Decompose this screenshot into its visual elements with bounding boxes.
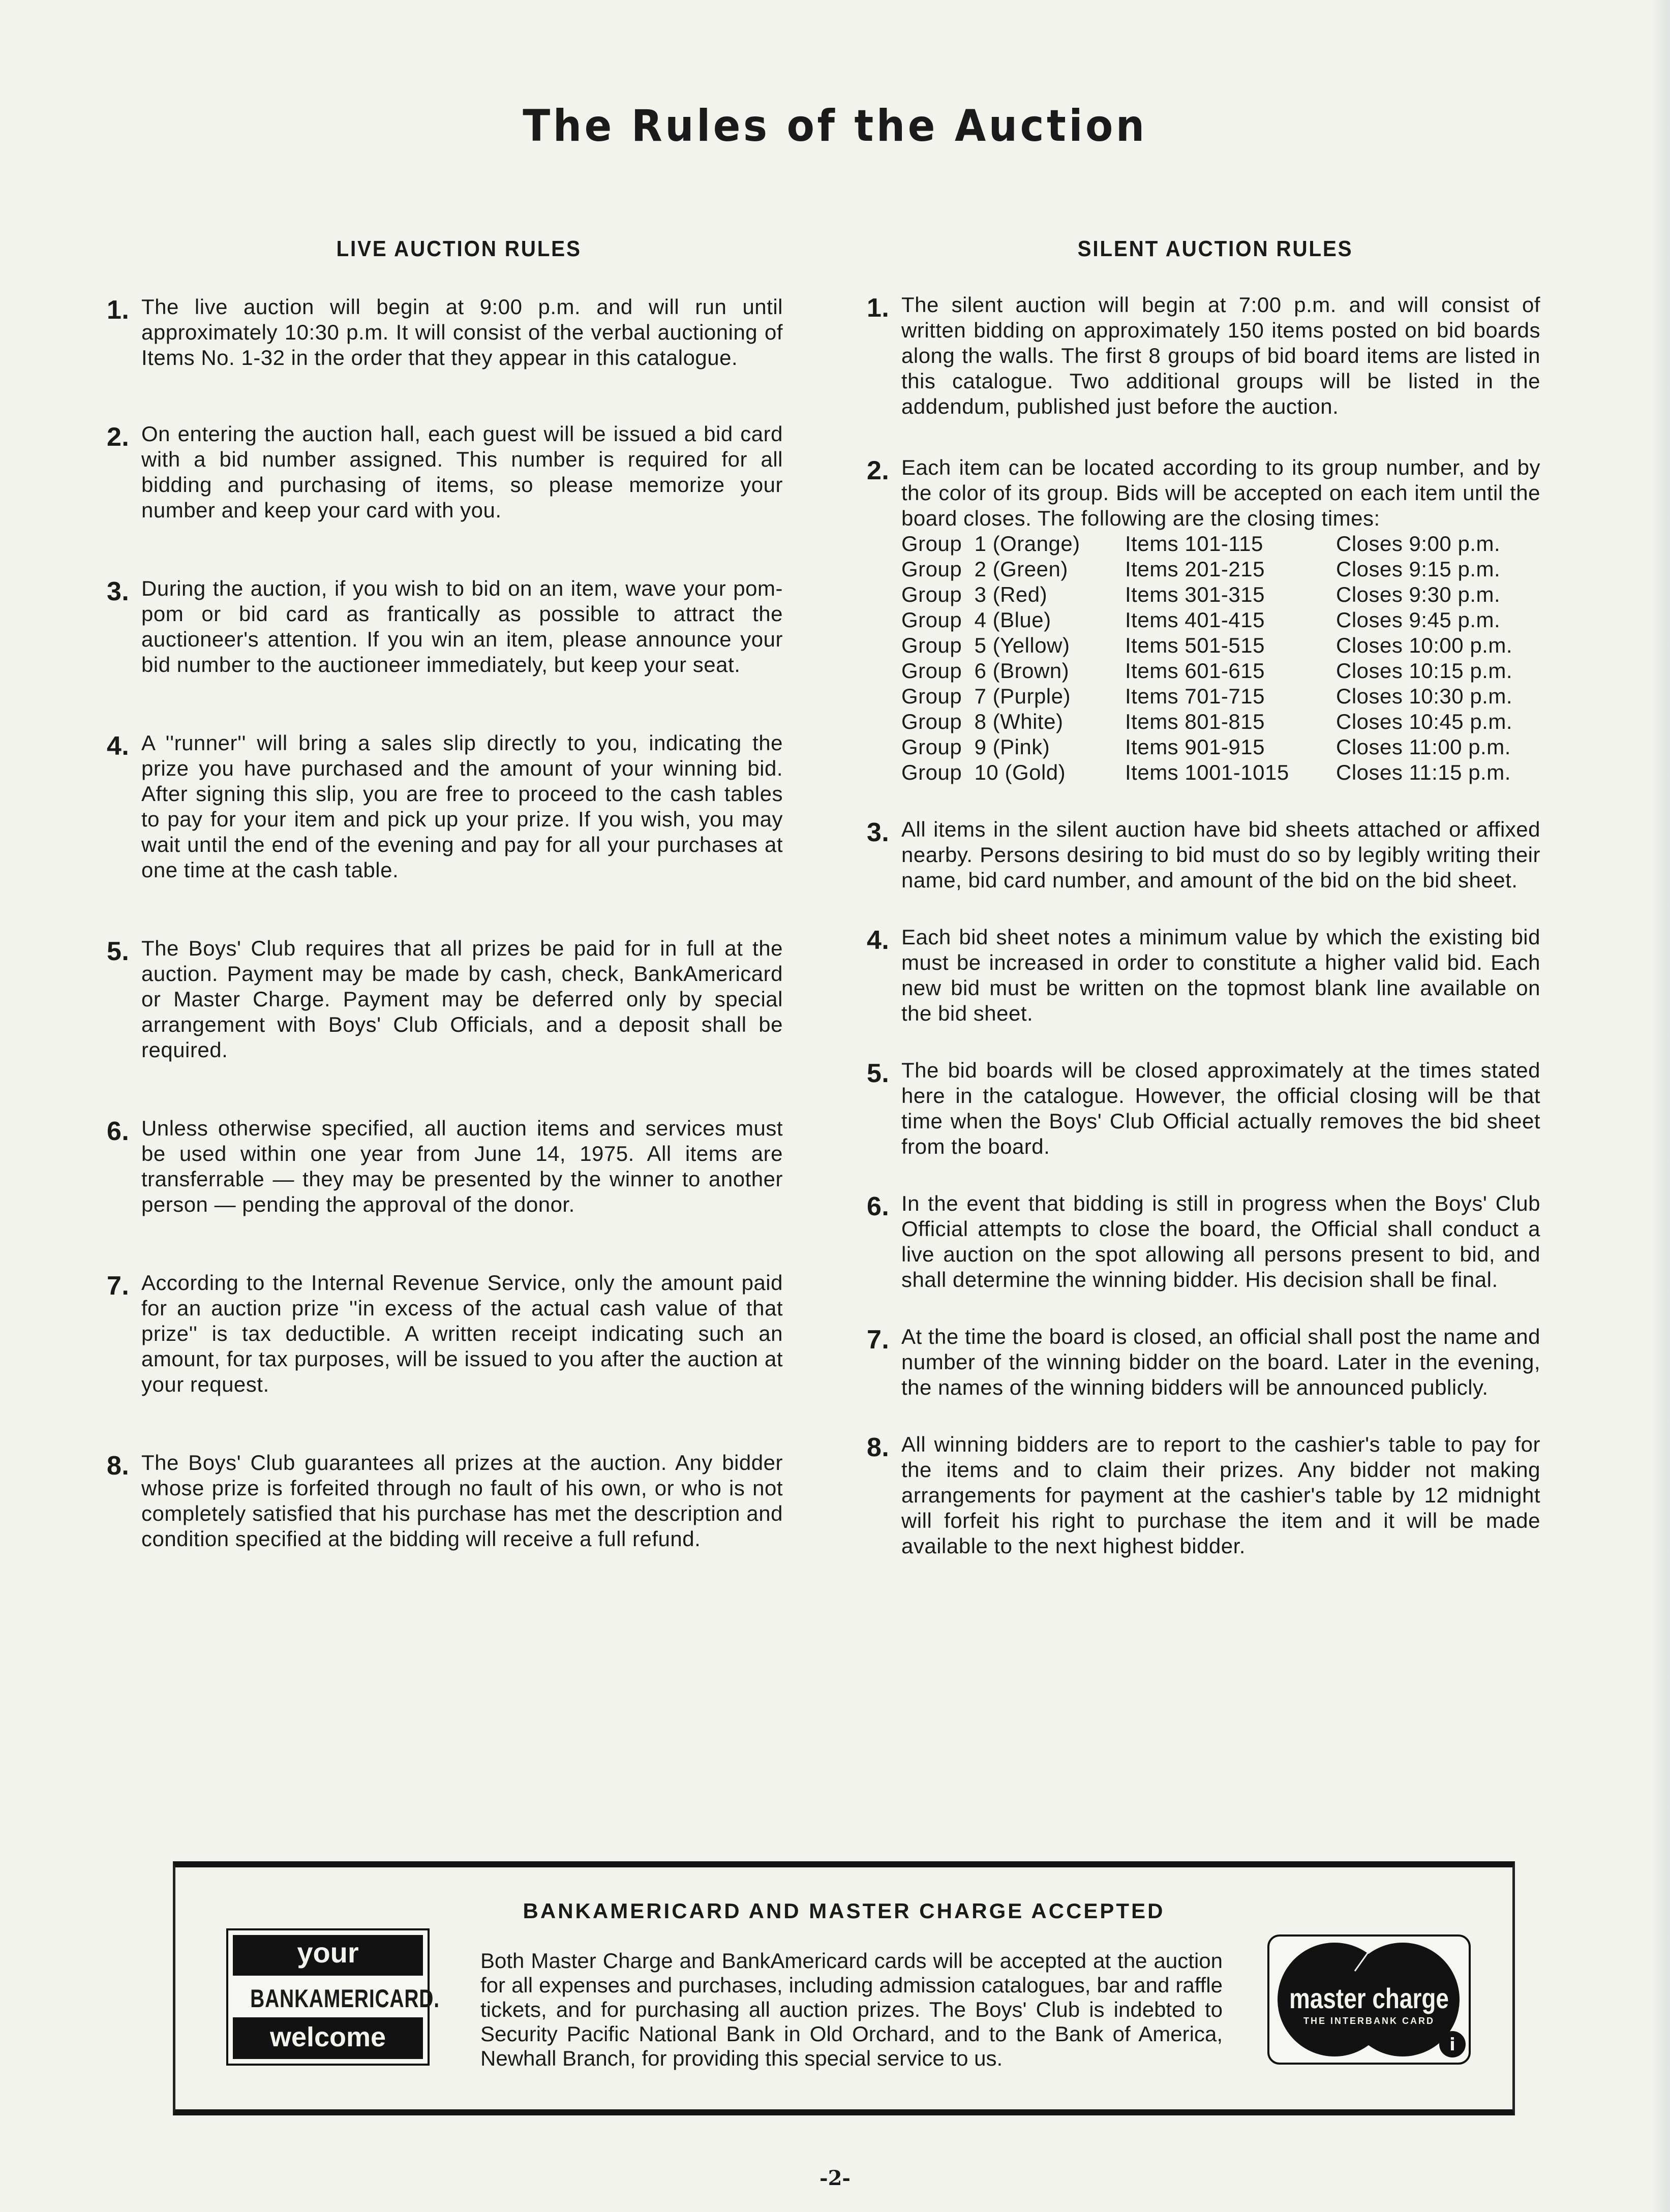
closing-items-cell: Items 201-215 [1125, 557, 1265, 581]
rule-text: All winning bidders are to report to the cashier's table to pay for the items and to claim their prizes. Any bidder not making arrangements for payment at the cashier's table by 12 midnight will forfeit his right to purchase the item and it will be made available to the next highest bidder. [901, 1432, 1540, 1558]
rule-text: The Boys' Club guarantees all prizes at the auction. Any bidder whose prize is forfeited through no fault of his own, or who is not completely satisfied that his purchase has met the description and condition specified at the bidding will receive a full refund. [141, 1451, 783, 1551]
closing-time-row [901, 531, 1512, 557]
closing-closes-cell: Closes 9:15 p.m. [1336, 557, 1501, 581]
closing-closes-cell: Closes 9:45 p.m. [1336, 608, 1501, 632]
rule-item [867, 1324, 1540, 1400]
closing-group-cell: Group 9 (Pink) [901, 735, 1050, 759]
rule-text: The Boys' Club requires that all prizes be paid for in full at the auction. Payment may be made by cash, check, BankAmericard or Master Charge. Payment may be deferred only by special arrangement with Boys' Club Officials, and a deposit shall be required. [141, 936, 783, 1062]
rule-item [107, 1450, 783, 1552]
mastercharge-logo-tagline: THE INTERBANK CARD [1303, 2016, 1435, 2026]
rule-number: 1. [867, 293, 890, 323]
closing-closes-cell: Closes 10:15 p.m. [1336, 659, 1513, 683]
closing-times-table [901, 531, 1512, 785]
page-number: -2- [819, 2166, 851, 2190]
cards-accepted-text: Both Master Charge and BankAmericard cards will be accepted at the auction for all expenses and purchases, including admission catalogues, bar and raffle tickets, and for purchasing all auction prizes. The Boys' Club is indebted to Security Pacific National Bank in Old Orchard, and to the Bank of America, Newhall Branch, for providing this special service to us. [480, 1949, 1223, 2070]
closing-closes-cell: Closes 10:30 p.m. [1336, 684, 1513, 708]
closing-closes-cell: Closes 9:30 p.m. [1336, 582, 1501, 606]
closing-items-cell: Items 401-415 [1125, 608, 1265, 632]
closing-time-row [901, 607, 1512, 633]
rule-text: A ''runner'' will bring a sales slip directly to you, indicating the prize you have purchased and the amount of your winning bid. After signing this slip, you are free to proceed to the cash tables to pay for your item and pick up your prize. If you wish, you may wait until the end of the evening and pay for all your purchases at one time at the cash table. [141, 731, 783, 882]
closing-group-cell: Group 3 (Red) [901, 582, 1048, 606]
silent-auction-heading: SILENT AUCTION RULES [1077, 236, 1353, 261]
closing-time-row [901, 658, 1512, 684]
rule-number: 2. [867, 456, 890, 485]
rule-item [107, 1116, 783, 1217]
closing-time-row [901, 582, 1512, 607]
rule-item [107, 576, 783, 678]
rule-text: According to the Internal Revenue Service, only the amount paid for an auction prize ''in excess of the actual cash value of that prize'' is tax deductible. A written receipt indicating such an amount, for tax purposes, will be issued to you after the auction at your request. [141, 1271, 783, 1396]
rule-number: 1. [107, 295, 130, 325]
rule-number: 4. [867, 926, 890, 955]
closing-group-cell: Group 4 (Blue) [901, 608, 1051, 632]
closing-items-cell: Items 701-715 [1125, 684, 1265, 708]
closing-time-row [901, 734, 1512, 760]
closing-items-cell: Items 101-115 [1125, 532, 1263, 556]
mastercharge-logo [1267, 1934, 1471, 2065]
closing-group-cell: Group 6 (Brown) [901, 659, 1070, 683]
closing-time-row [901, 684, 1512, 709]
rule-text: The silent auction will begin at 7:00 p.m. and will consist of written bidding on approximately 150 items posted on bid boards along the walls. The first 8 groups of bid board items are listed in this catalogue. Two additional groups will be listed in the addendum, published just before the auction. [901, 293, 1540, 418]
rule-text: Each item can be located according to its group number, and by the color of its group. Bids will be accepted on each item until the board closes. The following are the closing times: [901, 455, 1540, 530]
closing-closes-cell: Closes 11:15 p.m. [1336, 760, 1511, 784]
closing-group-cell: Group 2 (Green) [901, 557, 1068, 581]
page-edge-shadow [1650, 0, 1670, 2212]
bankamericard-logo-bottom: welcome [233, 2017, 423, 2059]
closing-items-cell: Items 301-315 [1125, 582, 1265, 606]
rule-item [867, 925, 1540, 1026]
rule-text: On entering the auction hall, each guest will be issued a bid card with a bid number assigned. This number is required for all bidding and purchasing of items, so please memorize your number and keep your card with you. [141, 422, 783, 522]
live-rules-list [107, 294, 783, 1552]
rule-number: 6. [107, 1117, 130, 1146]
closing-items-cell: Items 901-915 [1125, 735, 1265, 759]
rule-item [107, 294, 783, 371]
cards-accepted-box [173, 1861, 1515, 2115]
rule-item [107, 1270, 783, 1397]
cards-accepted-heading: BANKAMERICARD AND MASTER CHARGE ACCEPTED [523, 1899, 1165, 1923]
closing-closes-cell: Closes 9:00 p.m. [1336, 532, 1501, 556]
closing-group-cell: Group 7 (Purple) [901, 684, 1071, 708]
mastercharge-logo-name: master charge [1289, 1982, 1449, 2014]
live-auction-heading: LIVE AUCTION RULES [336, 236, 582, 261]
closing-time-row [901, 709, 1512, 734]
rule-number: 3. [107, 577, 130, 606]
bankamericard-logo [226, 1928, 440, 2066]
bankamericard-logo-top: your [233, 1935, 423, 1976]
rule-number: 8. [107, 1451, 130, 1481]
rule-number: 5. [107, 937, 130, 966]
bankamericard-logo-name: BANKAMERICARD. [250, 1984, 440, 2013]
closing-time-row [901, 633, 1512, 658]
closing-closes-cell: Closes 10:45 p.m. [1336, 710, 1513, 733]
closing-group-cell: Group 10 (Gold) [901, 760, 1066, 784]
rule-item [107, 730, 783, 883]
rule-number: 6. [867, 1192, 890, 1221]
rule-item [867, 1058, 1540, 1159]
rule-item [867, 817, 1540, 893]
rule-item [107, 936, 783, 1063]
rule-number: 3. [867, 818, 890, 847]
rule-text: Unless otherwise specified, all auction items and services must be used within one year from June 14, 1975. All items are transferrable — they may be presented by the winner to another person — pending the approval of the donor. [141, 1116, 783, 1216]
rule-text: During the auction, if you wish to bid on an item, wave your pom-pom or bid card as frantically as possible to attract the auctioneer's attention. If you win an item, please announce your bid number to the auctioneer immediately, but keep your seat. [141, 576, 783, 677]
rule-number: 2. [107, 422, 130, 452]
closing-group-cell: Group 1 (Orange) [901, 532, 1080, 556]
rule-item [867, 455, 1540, 785]
closing-items-cell: Items 601-615 [1125, 659, 1265, 683]
rule-text: The bid boards will be closed approximately at the times stated here in the catalogue. However, the official closing will be that time when the Boys' Club Official actually removes the bid sheet from the board. [901, 1058, 1540, 1158]
closing-time-row [901, 760, 1512, 785]
rule-text: Each bid sheet notes a minimum value by which the existing bid must be increased in order to constitute a higher valid bid. Each new bid must be written on the topmost blank line available on the bid sheet. [901, 925, 1540, 1025]
silent-auction-rules [867, 236, 1540, 1590]
closing-time-row [901, 557, 1512, 582]
closing-group-cell: Group 8 (White) [901, 710, 1064, 733]
rule-item [107, 421, 783, 523]
rule-number: 7. [107, 1271, 130, 1301]
rule-number: 5. [867, 1059, 890, 1088]
closing-items-cell: Items 1001-1015 [1125, 760, 1289, 784]
rule-text: The live auction will begin at 9:00 p.m. and will run until approximately 10:30 p.m. It will consist of the verbal auctioning of Items No. 1-32 in the order that they appear in this catalogue. [141, 295, 783, 370]
rule-number: 8. [867, 1433, 890, 1462]
live-auction-rules [107, 236, 783, 1605]
rule-number: 4. [107, 731, 130, 761]
closing-group-cell: Group 5 (Yellow) [901, 633, 1070, 657]
rule-item [867, 292, 1540, 419]
rule-item [867, 1432, 1540, 1559]
page-title: The Rules of the Auction [523, 100, 1147, 151]
interbank-mark: i [1449, 2035, 1455, 2055]
closing-items-cell: Items 501-515 [1125, 633, 1265, 657]
rule-number: 7. [867, 1325, 890, 1355]
rule-text: In the event that bidding is still in progress when the Boys' Club Official attempts to close the board, the Official shall conduct a live auction on the spot allowing all persons present to bid, and shall determine the winning bidder. His decision shall be final. [901, 1191, 1540, 1292]
closing-closes-cell: Closes 11:00 p.m. [1336, 735, 1511, 759]
rule-text: All items in the silent auction have bid sheets attached or affixed nearby. Persons desiring to bid must do so by legibly writing their name, bid card number, and amount of the bid on the bid sheet. [901, 817, 1540, 892]
silent-rules-list [867, 292, 1540, 1559]
rule-text: At the time the board is closed, an official shall post the name and number of the winning bidder on the board. Later in the evening, the names of the winning bidders will be announced publicly. [901, 1325, 1540, 1399]
closing-items-cell: Items 801-815 [1125, 710, 1265, 733]
rule-item [867, 1191, 1540, 1293]
closing-closes-cell: Closes 10:00 p.m. [1336, 633, 1513, 657]
